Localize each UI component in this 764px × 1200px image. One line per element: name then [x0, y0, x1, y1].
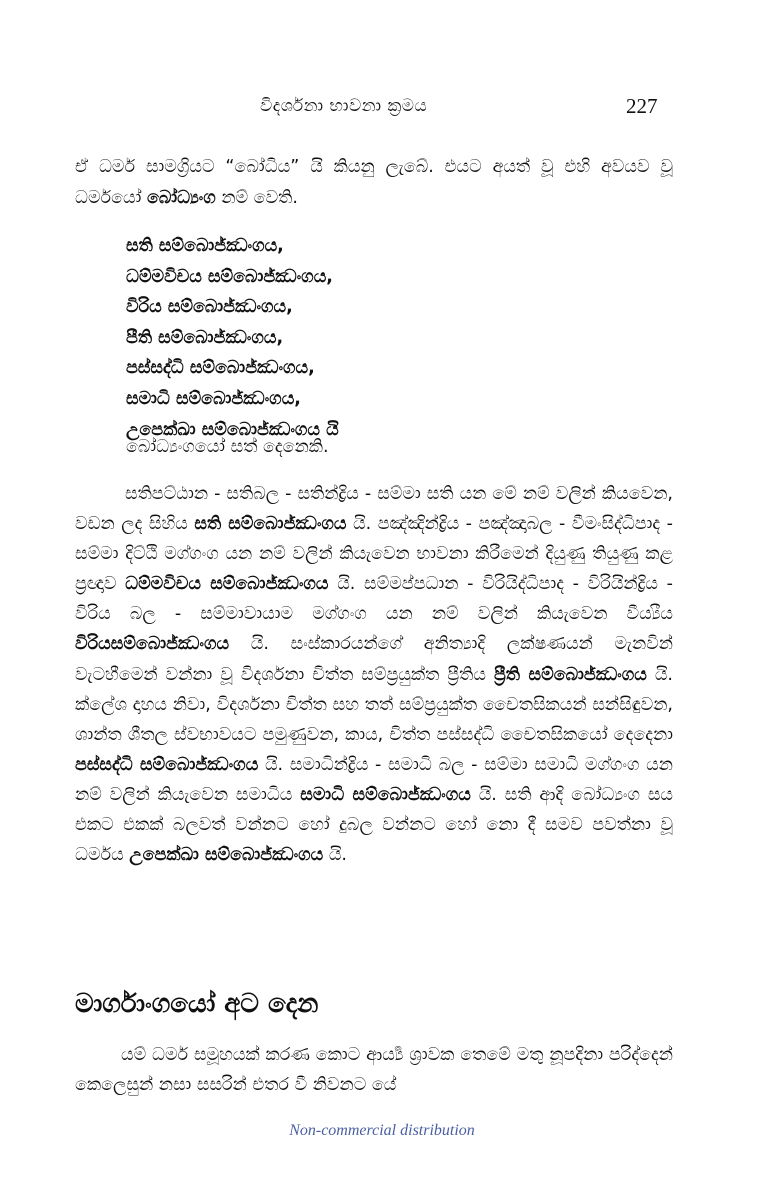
section-heading: මාර්ගාංගයෝ අට දෙන: [75, 989, 319, 1019]
body-text: යි.: [323, 845, 347, 866]
body-text: යි. සම්මප්පධාන - විරියිද්ධිපාද - විරියින්ද්‍රිය - විරිය බල - සම්මාවායාම මග්ගංග යන නම් වලින් කියැවෙන වීය්‍යීය: [75, 574, 673, 625]
running-title: විදර්ශනා භාවනා ක්‍රමය: [260, 96, 428, 116]
list-item: ධම්මවිචය සම්බොජ්ඣංගය,: [126, 266, 333, 287]
list-item: සති සම්බොජ්ඣංගය,: [126, 236, 284, 256]
footer-note: Non-commercial distribution: [289, 1122, 475, 1139]
list-item: උපෙක්ඛා සම්බොජ්ඣංගය යි: [126, 419, 339, 440]
list-item: සමාධි සම්බොජ්ඣංගය,: [126, 388, 301, 409]
body-text: සතිපට්ඨාන - සතිබල - සතින්ද්‍රිය - සම්මා සති යන මේ නම් වලින් කියවෙන, වඩන ලද සිහිය: [75, 484, 673, 535]
body-text: යි. සති ආදි බෝධ්‍යංග සය එකට එකක් බලවත් වන්නට හෝ දුබල වන්නට හෝ නො දී සමව පවත්නා වූ ධර්මය: [75, 784, 673, 866]
body-text: යි. සංස්කාරයන්ගේ අනිත්‍යාදි ලක්ෂණයන් මැනවින් වැටහීමෙන් වන්නා වූ විදර්ශනා චිත්ත සම්ප්‍රයුක්ත ප්‍රීතිය: [75, 634, 673, 685]
bold-term: ප්‍රීති සම්බොජ්ඣංගය: [493, 664, 647, 685]
bold-term: විරියසම්බොජ්ඣංගය: [75, 634, 230, 655]
intro-paragraph: [75, 152, 673, 213]
body-paragraph: [75, 479, 673, 870]
bold-term: ධම්මවිචය සම්බොජ්ඣංගය: [125, 574, 329, 595]
body-text: යි. ක්ලේශ දාහය නිවා, විදර්ශනා චිත්ත සහ තත් සම්ප්‍රයුක්ත චෛතසිකයන් සන්සිඳුවන, ශාන්ත ශීතල ස්වභාවයට පමුණුවන, කාය, චිත්ත පස්සද්ධි චෛතසිකයෝ දෙදෙනා: [75, 664, 673, 745]
bold-term: සමාධි සම්බොජ්ඣංගය: [300, 784, 471, 805]
body-text: යි. සමාධින්ද්‍රිය - සමාධි බල - සම්මා සමාධි මග්ගංග යන නම් වලින් කියැවෙන සමාධිය: [75, 754, 673, 805]
page-number: 227: [626, 94, 658, 118]
summary-line: බෝධ්‍යංගයෝ සත් දෙනෙකි.: [126, 437, 329, 457]
bold-term: උපෙක්ඛා සම්බොජ්ඣංගය: [129, 845, 324, 866]
list-item: පස්සද්ධි සම්බොජ්ඣංගය,: [126, 358, 315, 379]
body-text: යි. පඤ්ඤින්ද්‍රිය - පඤ්ඤාබල - වීමංසිද්ධිපාද - සම්මා දිට්ඨි මග්ගංග යන නම් වලින් කියැවෙන භාවනා කිරීමෙන් දියුණු තියුණු කළ ප්‍රඥාව: [75, 514, 673, 595]
intro-bold-term: බෝධ්‍යංග: [146, 187, 216, 208]
page-header: [0, 96, 764, 126]
bojjhanga-list: [126, 231, 339, 445]
bold-term: පස්සද්ධි සම්බොජ්ඣංගය: [75, 754, 259, 775]
section-paragraph: යම් ධර්ම සමූහයක් කරණ කොට ආර්‍ය්‍ය ශ්‍රාවක තෙමේ මතු නූපදිනා පරිද්දෙන් කෙලෙසුන් නසා සසරින් එතර වී නිවනට යේ: [75, 1045, 673, 1095]
bold-term: සති සම්බොජ්ඣංගය: [194, 514, 347, 535]
list-item: පීති සම්බොජ්ඣංගය,: [126, 327, 284, 348]
list-item: විරිය සම්බොජ්ඣංගය,: [126, 297, 293, 318]
intro-text-after: නම් වෙති.: [215, 187, 298, 208]
intro-text-before: ඒ ධර්ම සාමග්‍රියට “බෝධිය” යි කියනු ලැබේ. එයට අයත් වූ එහි අවයව වූ ධර්මයෝ: [75, 157, 673, 208]
